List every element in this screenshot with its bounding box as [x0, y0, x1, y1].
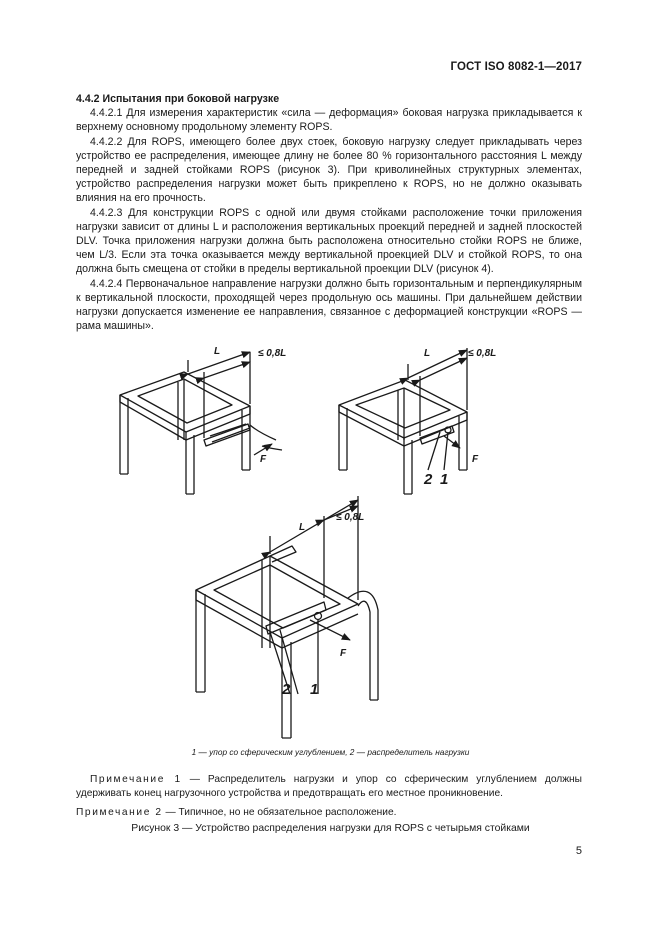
force-label-tr: F: [472, 454, 479, 465]
dim-label-08L-tr: ≤ 0,8L: [468, 348, 497, 359]
dim-label-L-tr: L: [424, 348, 431, 359]
note-2-label: Примечание 2: [76, 807, 163, 818]
force-label-bottom: F: [340, 648, 347, 659]
paragraph-4-4-2-4: 4.4.2.4 Первоначальное направление нагрузки должно быть горизонтальным и перпендикулярным к вертикальной плоскости, проходящей через продольную ось машины. При дальнейшем действии нагрузки допускается изменение ее направления, связанное с деформацией конструкции «ROPS — рама машины».: [76, 277, 582, 333]
callout-2-bottom: 2: [282, 681, 291, 698]
figure-legend: 1 — упор со сферическим углублением, 2 — распределитель нагрузки: [191, 747, 470, 757]
note-2-text: — Типичное, но не обязательное расположение.: [162, 807, 397, 818]
note-2: [76, 806, 582, 820]
standard-header: ГОСТ ISO 8082-1—2017: [450, 61, 582, 73]
figure-caption: Рисунок 3 — Устройство распределения нагрузки для ROPS с четырьмя стойками: [131, 823, 530, 834]
frame-bottom: [196, 546, 378, 738]
force-label-tl: F: [260, 454, 267, 465]
dim-label-L-bottom: L: [299, 522, 306, 533]
note-1-text: — Распределитель нагрузки и упор со сферическим углублением должны удерживать конец нагрузочного устройства и предотвращать его местное проникновение.: [76, 774, 582, 799]
callout-1-tr: 1: [440, 471, 449, 488]
section-title: 4.4.2 Испытания при боковой нагрузке: [76, 93, 280, 105]
callout-2-tr: 2: [424, 471, 433, 488]
dim-label-08L-bottom: ≤ 0,8L: [336, 512, 365, 523]
note-1-label: Примечание 1: [90, 774, 182, 785]
frame-top-left: [120, 372, 282, 494]
note-1: [76, 773, 582, 800]
page-number: 5: [575, 845, 582, 857]
paragraph-4-4-2-2: 4.4.2.2 Для ROPS, имеющего более двух стоек, боковую нагрузку следует прикладывать через устройство ее распределения, имеющее длину не более 80 % горизонтального расстояния L между передней и задней стойками ROPS (рисунок 3). При криволинейных структурных элементах, устройство распределения нагрузки может быть прикреплено к ROPS, но не должно оказывать влияния на его прочность.: [76, 135, 582, 205]
dim-label-08L-tl: ≤ 0,8L: [258, 348, 287, 359]
paragraph-4-4-2-1: 4.4.2.1 Для измерения характеристик «сила — деформация» боковая нагрузка прикладывается к верхнему основному продольному элементу ROPS.: [76, 107, 582, 134]
dim-label-L-tl: L: [214, 346, 221, 357]
callout-1-bottom: 1: [310, 681, 319, 698]
paragraph-4-4-2-3: 4.4.2.3 Для конструкции ROPS с одной или двумя стойками расположение точки приложения нагрузки зависит от длины L и расположения вертикальных проекций передней и задней плоскостей DLV. Точка приложения нагрузки должна быть расположена относительно стойки ROPS не ближе, чем L/3. Если эта точка оказывается между вертикальной проекцией DLV и стойкой ROPS, то она должна быть смещена от стойки в пределы вертикальной проекции DLV (рисунок 4).: [76, 206, 582, 276]
